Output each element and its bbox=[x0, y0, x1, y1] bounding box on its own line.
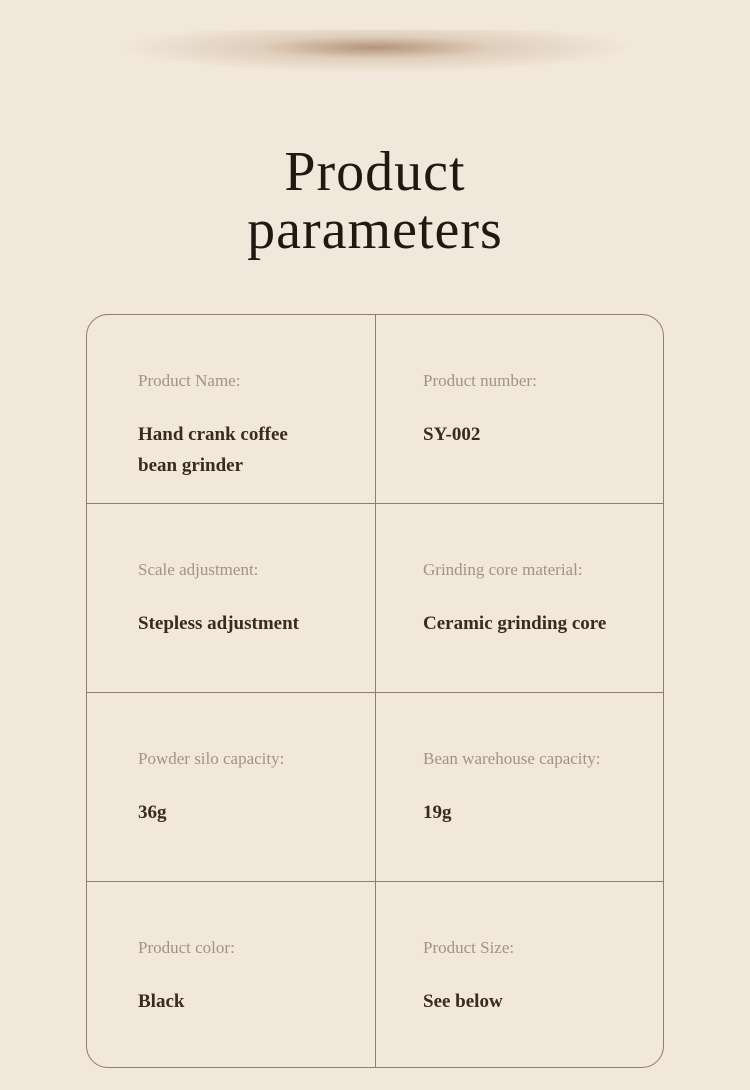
param-cell-powder-silo-capacity bbox=[87, 692, 376, 881]
param-value: 19g bbox=[423, 802, 452, 823]
param-cell-product-size bbox=[376, 881, 664, 1067]
param-label: Product number: bbox=[423, 371, 537, 390]
parameters-table bbox=[86, 314, 664, 1068]
page-title-line-2: parameters bbox=[247, 199, 503, 261]
param-value: 36g bbox=[138, 802, 167, 823]
param-label: Bean warehouse capacity: bbox=[423, 749, 601, 768]
param-label: Product color: bbox=[138, 938, 235, 957]
param-label: Product Size: bbox=[423, 938, 515, 957]
param-value: Hand crank coffee bean grinder bbox=[138, 424, 288, 476]
param-value: Ceramic grinding core bbox=[423, 613, 607, 634]
decorative-shadow-band bbox=[120, 30, 630, 80]
param-value: See below bbox=[423, 991, 503, 1012]
param-value: Black bbox=[138, 991, 185, 1012]
param-label: Powder silo capacity: bbox=[138, 749, 285, 768]
param-value: SY-002 bbox=[423, 424, 481, 445]
param-cell-bean-warehouse-capacity bbox=[376, 692, 664, 881]
param-label: Product Name: bbox=[138, 371, 241, 390]
param-cell-product-number bbox=[376, 315, 664, 503]
page-title bbox=[0, 143, 750, 259]
param-cell-product-name bbox=[87, 315, 376, 503]
param-cell-scale-adjustment bbox=[87, 503, 376, 692]
param-cell-grinding-core-material bbox=[376, 503, 664, 692]
param-value: Stepless adjustment bbox=[138, 613, 299, 634]
param-cell-product-color bbox=[87, 881, 376, 1067]
page-title-line-1: Product bbox=[284, 141, 466, 203]
param-label: Grinding core material: bbox=[423, 560, 583, 579]
param-label: Scale adjustment: bbox=[138, 560, 259, 579]
